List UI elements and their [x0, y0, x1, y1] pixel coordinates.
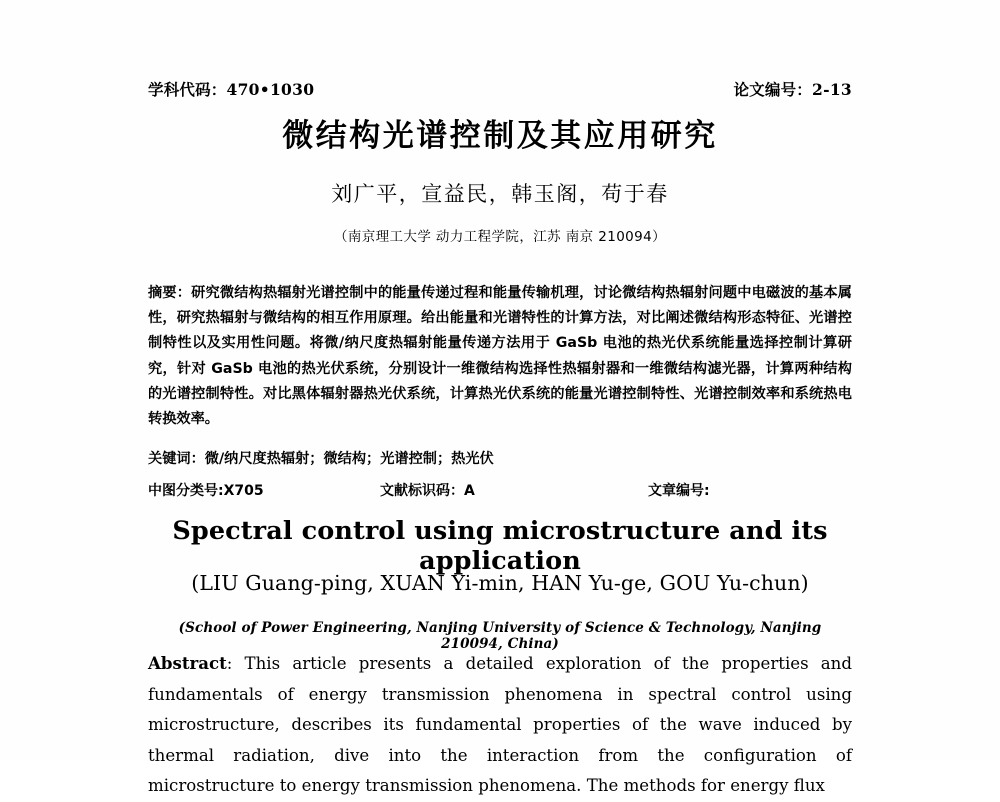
document-code-label: 文献标识码： [380, 483, 464, 499]
clc-number-value: X705 [223, 483, 264, 499]
chinese-abstract [148, 281, 852, 432]
english-abstract-colon: : [226, 654, 233, 673]
chinese-title: 微结构光谱控制及其应用研究 [282, 118, 718, 154]
english-abstract-body: This article presents a detailed exploration of the properties and fundamentals of energy transmission phenomena in spectral control using microstructure, describes its fundamental properties of the wave induced by thermal radiation, dive into the interaction from the configuration of microstructure to energy transmission phenomena. The methods for energy flux [148, 654, 852, 795]
document-code [380, 480, 475, 500]
subject-code-label: 学科代码： [148, 81, 227, 99]
english-abstract-paragraph [148, 648, 852, 802]
english-abstract-label: Abstract [148, 653, 227, 673]
english-abstract [148, 648, 852, 802]
chinese-keywords [148, 447, 852, 472]
english-author-list: (LIU Guang-ping, XUAN Yi-min, HAN Yu-ge, GOU Yu-chun) [191, 571, 809, 595]
subject-code-value: 470•1030 [226, 80, 315, 99]
paper-number-value: 2-13 [812, 80, 852, 99]
clc-number-label: 中图分类号: [148, 483, 224, 499]
english-affiliation: (School of Power Engineering, Nanjing University of Science & Technology, Nanjing 210094, China) [178, 620, 822, 652]
chinese-keywords-body: 微/纳尺度热辐射；微结构；光谱控制；热光伏 [204, 451, 494, 467]
chinese-keywords-label: 关键词： [148, 451, 205, 467]
document-code-value: A [464, 483, 475, 499]
chinese-author-list: 刘广平，宣益民，韩玉阁，苟于春 [331, 182, 669, 206]
subject-code [148, 78, 314, 100]
paper-number [733, 78, 852, 100]
chinese-affiliation: （南京理工大学 动力工程学院，江苏 南京 210094） [333, 229, 667, 245]
article-id [648, 480, 710, 500]
article-id-label: 文章编号: [648, 483, 710, 499]
english-title: Spectral control using microstructure and its application [172, 516, 828, 576]
page-running-head [148, 78, 852, 100]
clc-number [148, 480, 264, 500]
chinese-abstract-body: 研究微结构热辐射光谱控制中的能量传递过程和能量传输机理，讨论微结构热辐射问题中电磁波的基本属性，研究热辐射与微结构的相互作用原理。给出能量和光谱特性的计算方法，对比阐述微结构形态特征、光谱控制特性以及实用性问题。将微/纳尺度热辐射能量传递方法用于 GaSb 电池的热光伏系统能量选择控制计算研究，针对 GaSb 电池的热光伏系统，分别设计一维微结构选择性热辐射器和一维微结构滤光器，计算两种结构的光谱控制特性。对比黑体辐射器热光伏系统，计算热光伏系统的能量光谱控制特性、光谱控制效率和系统热电转换效率。 [148, 285, 852, 428]
classification-row [148, 480, 852, 502]
paper-number-label: 论文编号： [733, 81, 812, 99]
chinese-abstract-label: 摘要： [148, 285, 192, 301]
chinese-abstract-paragraph [148, 281, 852, 432]
